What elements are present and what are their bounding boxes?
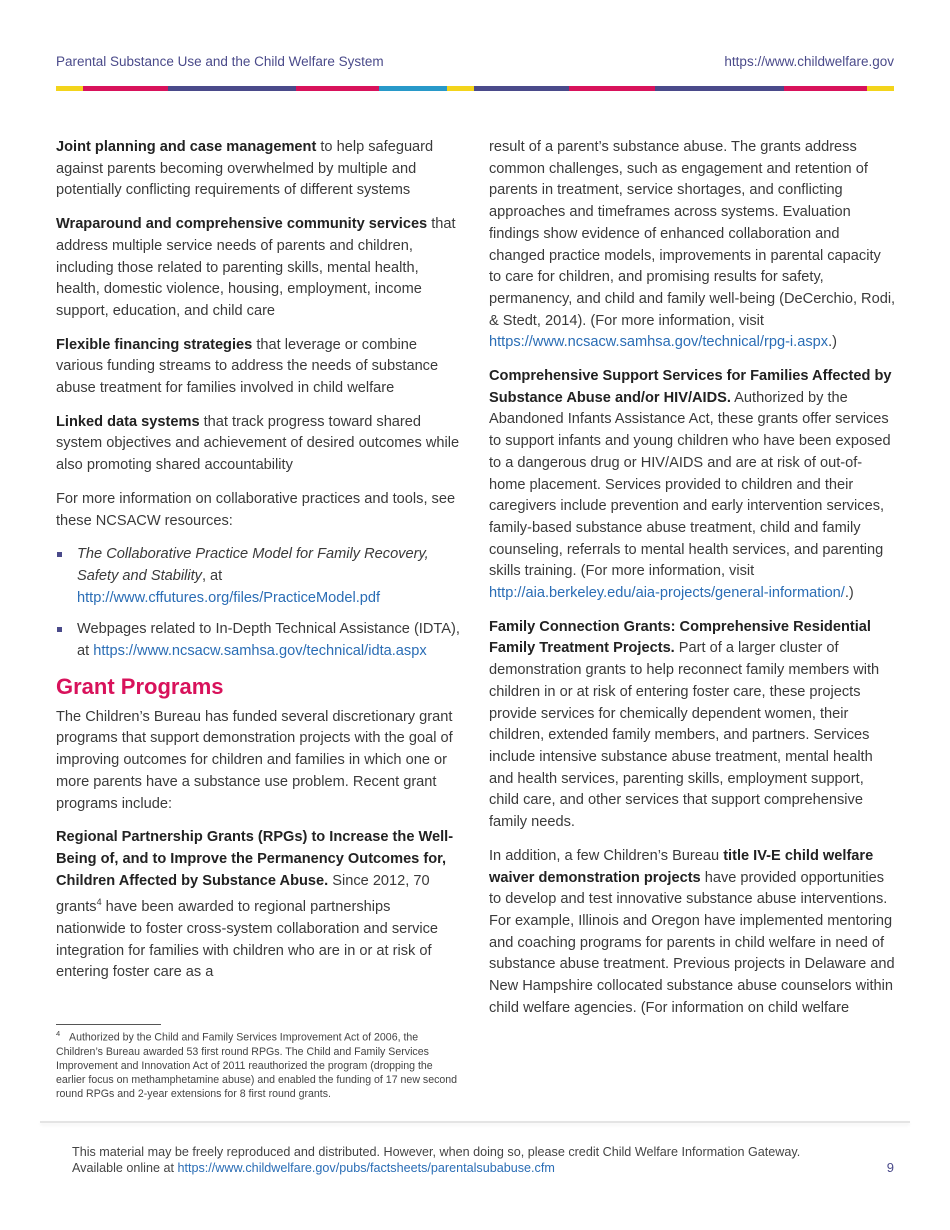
list-item: The Collaborative Practice Model for Family Recovery, Safety and Stability, at http://www.cffutures.org/files/PracticeModel.pdf	[56, 544, 464, 609]
footer-link[interactable]: https://www.childwelfare.gov/pubs/factsheets/parentalsubabuse.cfm	[177, 1161, 555, 1175]
color-bar-segment	[56, 86, 83, 91]
aia-link[interactable]: http://aia.berkeley.edu/aia-projects/general-information/	[489, 585, 845, 602]
rpg-link[interactable]: https://www.ncsacw.samhsa.gov/technical/rpg-i.aspx	[489, 334, 829, 351]
color-bar-segment	[296, 86, 379, 91]
footnote: $^4$ Authorized by the Child and Family Services Improvement Act of 2006, the Children’s Bureau awarded 53 first round RPGs. The Child and Family Services Improvement and Innovation Act of 2011 reauthorized the program (dropping the earlier focus on methamphetamine abuse) and enabled the funding of 17 new second round RPGs and 2-year extensions for 8 first round grants.	[56, 1029, 458, 1101]
footer-divider	[40, 1121, 910, 1123]
page-number: 9	[886, 1160, 894, 1175]
bullet-square-icon	[57, 627, 62, 632]
section-heading-grant-programs: Grant Programs	[56, 673, 224, 699]
idta-link[interactable]: https://www.ncsacw.samhsa.gov/technical/idta.aspx	[93, 643, 427, 660]
right-column	[489, 137, 897, 1031]
header-color-bar	[56, 86, 894, 91]
paragraph-joint-planning: Joint planning and case management to help safeguard against parents becoming overwhelmed by multiple and potentially conflicting requirements of different systems	[56, 139, 434, 199]
header-url-link[interactable]: https://www.childwelfare.gov	[724, 54, 894, 69]
color-bar-segment	[784, 86, 867, 91]
paragraph-waiver-projects: In addition, a few Children’s Bureau title IV-E child welfare waiver demonstration projects have provided opportunities to develop and test innovative substance abuse interventions. For example, Illinois and Oregon have implemented mentoring and coaching programs for parents in child welfare in need of substance abuse treatment. Previous projects in Delaware and New Hampshire collocated substance abuse counselors within child welfare agencies. (For information on child welfare	[489, 847, 895, 1016]
paragraph-rpg: Regional Partnership Grants (RPGs) to Increase the Well-Being of, and to Improve the Permanency Outcomes for, Children Affected by Substance Abuse. Since 2012, 70 grants$^4$ have been awarded to regional partnerships nationwide to foster cross-system collaboration and service integration for families with children who are in or at risk of entering foster care as a	[56, 829, 454, 981]
paragraph-wraparound: Wraparound and comprehensive community services that address multiple service needs of parents and children, including those related to parenting skills, mental health, health, domestic violence, housing, employment, income support, education, and child care	[56, 216, 456, 319]
color-bar-segment	[655, 86, 784, 91]
color-bar-segment	[379, 86, 447, 91]
paragraph-rpg-continued: result of a parent’s substance abuse. The grants address common challenges, such as engagement and retention of parents in treatment, service shortages, and conflicting approaches and timeframes across systems. Evaluation findings show evidence of enhanced collaboration and changed practice models, improvements in parental capacity to care for children, and promising results for safety, permanency, and child and family well-being (DeCerchio, Rodi, & Stedt, 2014). (For more information, visit https://www.ncsacw.samhsa.gov/technical/rpg-i.aspx.)	[489, 139, 896, 351]
header-title: Parental Substance Use and the Child Welfare System	[56, 54, 384, 69]
color-bar-segment	[447, 86, 474, 91]
paragraph-comprehensive-support: Comprehensive Support Services for Families Affected by Substance Abuse and/or HIV/AIDS. Authorized by the Abandoned Infants Assistance Act, these grants offer services to support infants and young children who have been exposed to a dangerous drug or HIV/AIDS and are at risk of out-of-home placement. Services provided to children and their caregivers include prevention and early intervention services, family-based substance abuse treatment, child and family counseling, referrals to mental health services, and parenting skills training. (For more information, visit http://aia.berkeley.edu/aia-projects/general-information/.)	[489, 368, 892, 602]
color-bar-segment	[474, 86, 569, 91]
practice-model-link[interactable]: http://www.cffutures.org/files/PracticeModel.pdf	[77, 589, 381, 606]
resource-list	[56, 544, 464, 663]
footer-text: This material may be freely reproduced and distributed. However, when doing so, please credit Child Welfare Information Gateway. Available online at https://www.childwelfare.gov/pubs/factsheets/parentalsubabuse.cfm	[72, 1145, 801, 1175]
paragraph-flexible-financing: Flexible financing strategies that leverage or combine various funding streams to address the needs of substance abuse treatment for families involved in child welfare	[56, 336, 439, 397]
color-bar-segment	[168, 86, 296, 91]
footnote-rule	[56, 1024, 161, 1025]
paragraph-linked-data: Linked data systems that track progress toward shared system objectives and achievement of desired outcomes while also promoting shared accountability	[56, 413, 460, 474]
paragraph-grant-intro: The Children’s Bureau has funded several discretionary grant programs that support demonstration projects with the goal of improving outcomes for children and families in which one or more parents have a substance use problem. Recent grant programs include:	[56, 708, 453, 812]
left-column	[56, 137, 464, 996]
list-item: Webpages related to In-Depth Technical Assistance (IDTA), at https://www.ncsacw.samhsa.gov/technical/idta.aspx	[56, 619, 464, 662]
color-bar-segment	[867, 86, 894, 91]
footnote-ref[interactable]: 4	[96, 897, 102, 908]
color-bar-segment	[569, 86, 655, 91]
color-bar-segment	[83, 86, 168, 91]
paragraph-family-connection: Family Connection Grants: Comprehensive Residential Family Treatment Projects. Part of a larger cluster of demonstration grants to help reconnect family members with children in or at risk of entering foster care, these projects provide services for chemically dependent women, their children, extended family members, and partners. Services include intensive substance abuse treatment, mental health and health services, parenting skills, employment support, child care, and other services that support comprehensive family needs.	[489, 618, 880, 831]
paragraph-more-info: For more information on collaborative practices and tools, see these NCSACW resources:	[56, 490, 456, 529]
bullet-square-icon	[57, 552, 62, 557]
